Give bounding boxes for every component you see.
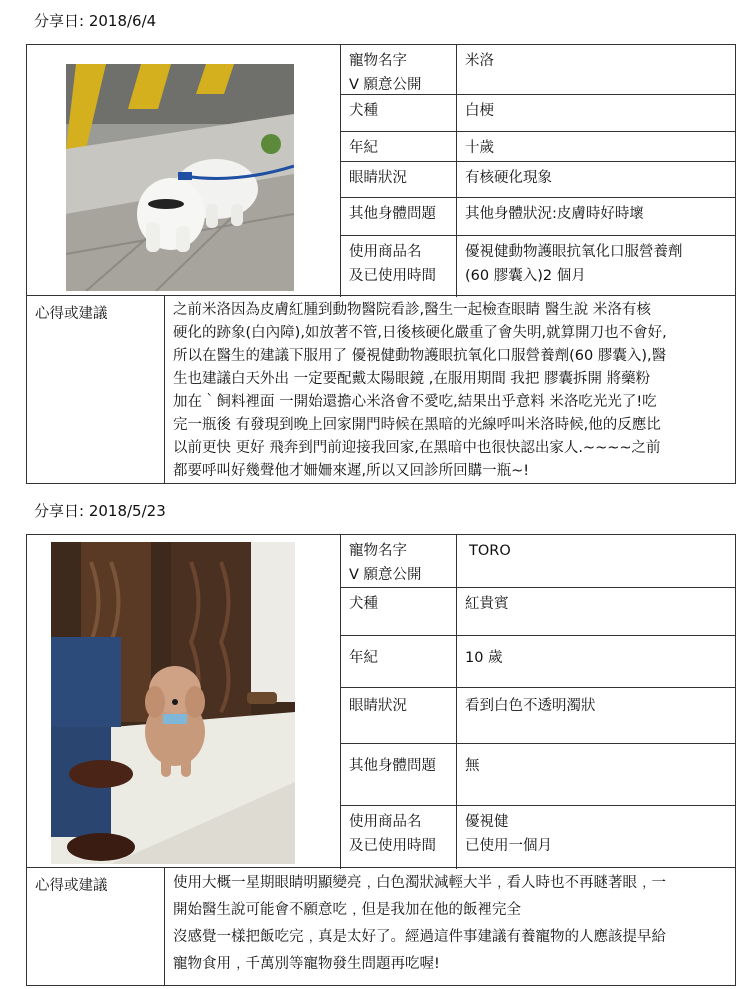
field-label: 使用商品名 及已使用時間	[341, 806, 457, 869]
notes-text	[165, 296, 735, 483]
field-value: 紅貴賓	[465, 596, 509, 612]
field-row-other-issues	[341, 744, 735, 806]
field-row-other-issues	[341, 198, 735, 236]
notes-line: 之前米洛因為皮膚紅腫到動物醫院看診,醫生一起檢查眼睛 醫生說 米洛有核	[173, 302, 651, 318]
field-value: TORO	[469, 543, 511, 559]
field-row-age	[341, 132, 735, 162]
notes-line: 生也建議白天外出 一定要配戴太陽眼鏡 ,在服用期間 我把 膠囊拆開 將藥粉	[173, 371, 651, 387]
field-row-breed	[341, 95, 735, 132]
field-row-eye-condition	[341, 688, 735, 744]
notes-line: 以前更快 更好 飛奔到門前迎接我回家,在黑暗中也很快認出家人.~~~~之前	[173, 440, 661, 456]
field-value: 白梗	[465, 103, 494, 119]
share-date: 分享日: 2018/6/4	[34, 12, 157, 30]
notes-line: 寵物食用﹐千萬別等寵物發生問題再吃喔!	[173, 956, 440, 972]
pet-report-card	[26, 44, 736, 484]
field-label: 年紀	[341, 132, 457, 161]
notes-label: 心得或建議	[27, 296, 165, 483]
pet-photo-cell	[27, 535, 341, 869]
field-row-pet-name	[341, 535, 735, 588]
notes-line: 使用大概一星期眼睛明顯變亮﹐白色濁狀減輕大半﹐看人時也不再瞇著眼﹐一	[173, 875, 666, 891]
field-row-eye-condition	[341, 162, 735, 198]
field-value: 優視健動物護眼抗氧化口服營養劑 (60 膠囊入)2 個月	[465, 244, 683, 284]
field-label: 寵物名字 V 願意公開	[341, 45, 457, 94]
field-value: 看到白色不透明濁狀	[465, 698, 596, 714]
field-value: 優視健 已使用一個月	[465, 814, 552, 854]
notes-row	[27, 867, 735, 985]
field-label: 犬種	[341, 588, 457, 635]
field-value: 有核硬化現象	[465, 170, 552, 186]
pet-photo-cell	[27, 45, 341, 297]
notes-line: 沒感覺一樣把飯吃完﹐真是太好了。經過這件事建議有養寵物的人應該提早給	[173, 929, 666, 945]
field-row-product-used	[341, 806, 735, 869]
notes-line: 硬化的跡象(白內障),如放著不管,日後核硬化嚴重了會失明,就算開刀也不會好,	[173, 325, 667, 341]
field-label: 其他身體問題	[341, 744, 457, 805]
notes-line: 開始醫生說可能會不願意吃﹐但是我加在他的飯裡完全	[173, 902, 521, 918]
field-row-age	[341, 636, 735, 688]
notes-line: 加在｀飼料裡面 一開始還擔心米洛會不愛吃,結果出乎意料 米洛吃光光了!吃	[173, 394, 657, 410]
share-date: 分享日: 2018/5/23	[34, 502, 166, 520]
field-label: 年紀	[341, 636, 457, 687]
field-label: 眼睛狀況	[341, 688, 457, 743]
field-label: 使用商品名 及已使用時間	[341, 236, 457, 297]
field-label: 其他身體問題	[341, 198, 457, 235]
field-label: 犬種	[341, 95, 457, 131]
field-value: 其他身體狀況:皮膚時好時壞	[465, 206, 644, 222]
field-value: 米洛	[465, 53, 494, 69]
field-row-pet-name	[341, 45, 735, 95]
notes-line: 所以在醫生的建議下服用了 優視健動物護眼抗氧化口服營養劑(60 膠囊入),醫	[173, 348, 667, 364]
field-value: 無	[465, 758, 480, 774]
white-terrier-with-sunglasses-photo	[66, 64, 294, 291]
notes-line: 完一瓶後 有發現到晚上回家開門時候在黑暗的光線呼叫米洛時候,他的反應比	[173, 417, 661, 433]
notes-text	[165, 868, 735, 985]
field-label: 寵物名字 V 願意公開	[341, 535, 457, 587]
field-row-breed	[341, 588, 735, 636]
red-poodle-at-doorway-photo	[51, 542, 295, 864]
field-value: 10 歲	[465, 650, 503, 666]
field-label: 眼睛狀況	[341, 162, 457, 197]
pet-report-card	[26, 534, 736, 986]
notes-label: 心得或建議	[27, 868, 165, 985]
field-value: 十歲	[465, 140, 494, 156]
field-row-product-used	[341, 236, 735, 297]
notes-line: 都要呼叫好幾聲他才姍姍來遲,所以又回診所回購一瓶~!	[173, 463, 530, 479]
notes-row	[27, 295, 735, 483]
